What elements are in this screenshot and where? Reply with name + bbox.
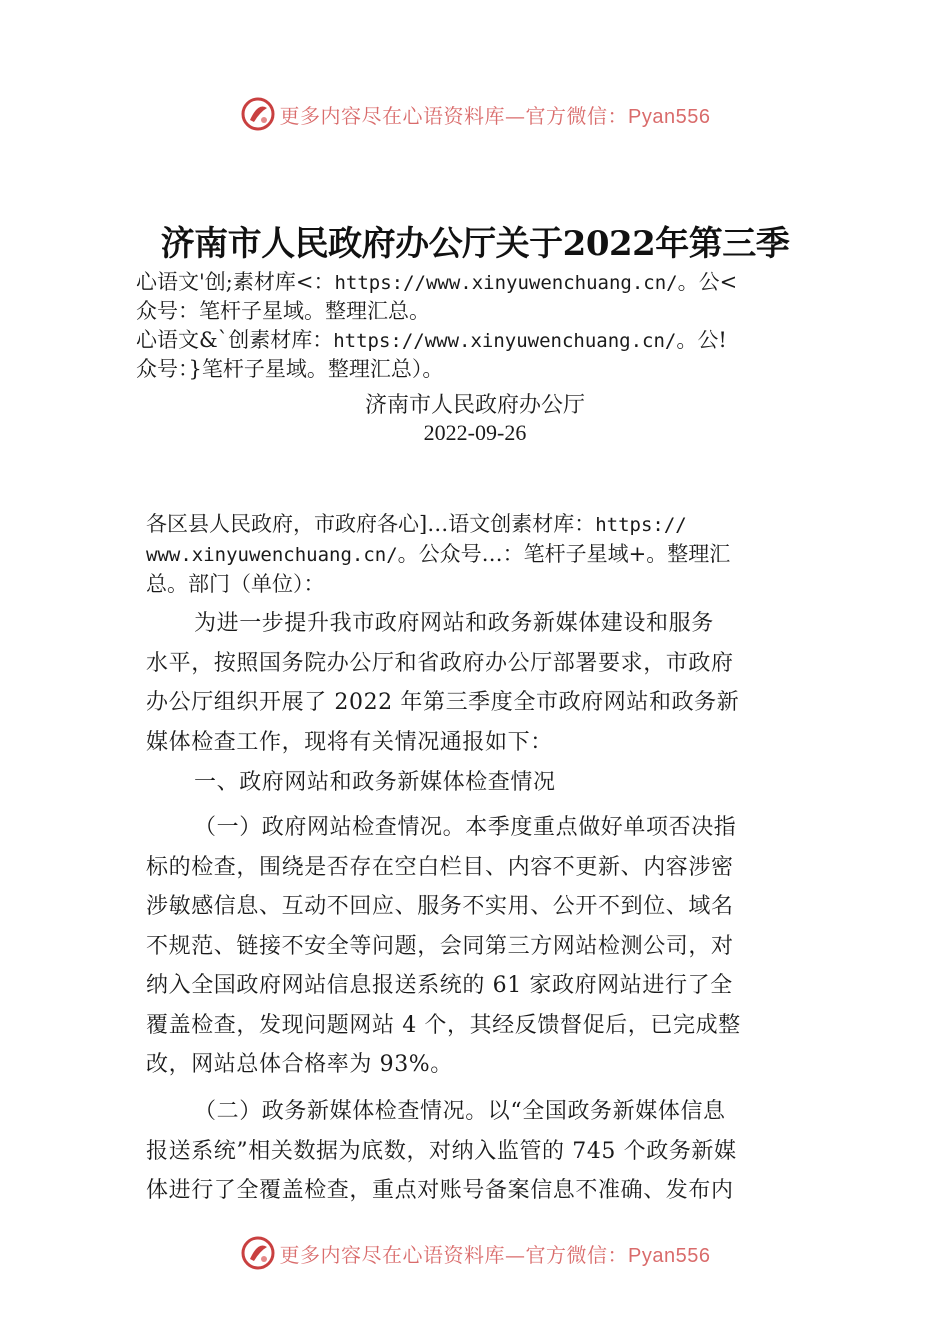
text-line: 不规范、链接不安全等问题，会同第三方网站检测公司，对 [146, 933, 734, 959]
watermark-line-2: 众号：笔杆子星域。整理汇总。 [136, 299, 430, 323]
brand-logo-icon [240, 1235, 276, 1271]
text-line: 覆盖检查，发现问题网站 4 个，其经反馈督促后，已完成整 [146, 1012, 741, 1038]
issue-date: 2022-09-26 [423, 420, 527, 445]
banner-text: 更多内容尽在心语资料库—官方微信：Pyan556 [279, 1242, 711, 1267]
addressee-line-2: www.xinyuwenchuang.cn/。公众号…：笔杆子星域+。整理汇 [146, 542, 731, 566]
footer-banner [0, 1233, 950, 1273]
text-line: 为进一步提升我市政府网站和政务新媒体建设和服务 [194, 611, 714, 636]
text-line: 标的检查，围绕是否存在空白栏目、内容不更新、内容涉密 [146, 854, 734, 880]
text-line: 报送系统”相关数据为底数，对纳入监管的 745 个政务新媒 [146, 1138, 737, 1164]
paragraph-website-check [146, 808, 826, 1085]
watermark-line-4: 众号：}笔杆子星域。整理汇总）。 [136, 357, 444, 381]
text-line: 纳入全国政府网站信息报送系统的 61 家政府网站进行了全 [146, 973, 733, 998]
text-line: 体进行了全覆盖检查，重点对账号备案信息不准确、发布内 [146, 1178, 734, 1203]
text-line: 媒体检查工作，现将有关情况通报如下： [146, 729, 553, 755]
section-heading [146, 763, 826, 803]
text-line: 改，网站总体合格率为 93%。 [146, 1052, 453, 1077]
text-line: （一）政府网站检查情况。本季度重点做好单项否决指 [194, 815, 737, 840]
brand-logo-icon [240, 96, 276, 132]
paragraph-intro [146, 604, 826, 762]
addressee-line-1: 各区县人民政府，市政府各心]…语文创素材库：https:// [146, 512, 687, 536]
text-line: （二）政务新媒体检查情况。以“全国政务新媒体信息 [194, 1099, 726, 1124]
watermark-line-3: 心语文&`创素材库：https://www.xinyuwenchuang.cn/。公! [136, 328, 727, 352]
addressee [146, 510, 836, 599]
text-line: 水平，按照国务院办公厅和省政府办公厅部署要求，市政府 [146, 650, 734, 676]
text-line: 涉敏感信息、互动不回应、服务不实用、公开不到位、域名 [146, 894, 734, 919]
document-title: 济南市人民政府办公厅关于2022年第三季 [160, 224, 790, 264]
text-line: 办公厅组织开展了 2022 年第三季度全市政府网站和政务新 [146, 690, 740, 715]
issuer: 济南市人民政府办公厅 [364, 393, 585, 418]
header-banner [0, 94, 950, 134]
addressee-line-3: 总。部门（单位）： [146, 572, 325, 596]
heading-text: 一、政府网站和政务新媒体检查情况 [194, 770, 556, 795]
paragraph-new-media-check [146, 1092, 826, 1211]
banner-text: 更多内容尽在心语资料库—官方微信：Pyan556 [279, 103, 711, 128]
watermark-line-1: 心语文'创;素材库<：https://www.xinyuwenchuang.cn/。公< [136, 270, 738, 294]
